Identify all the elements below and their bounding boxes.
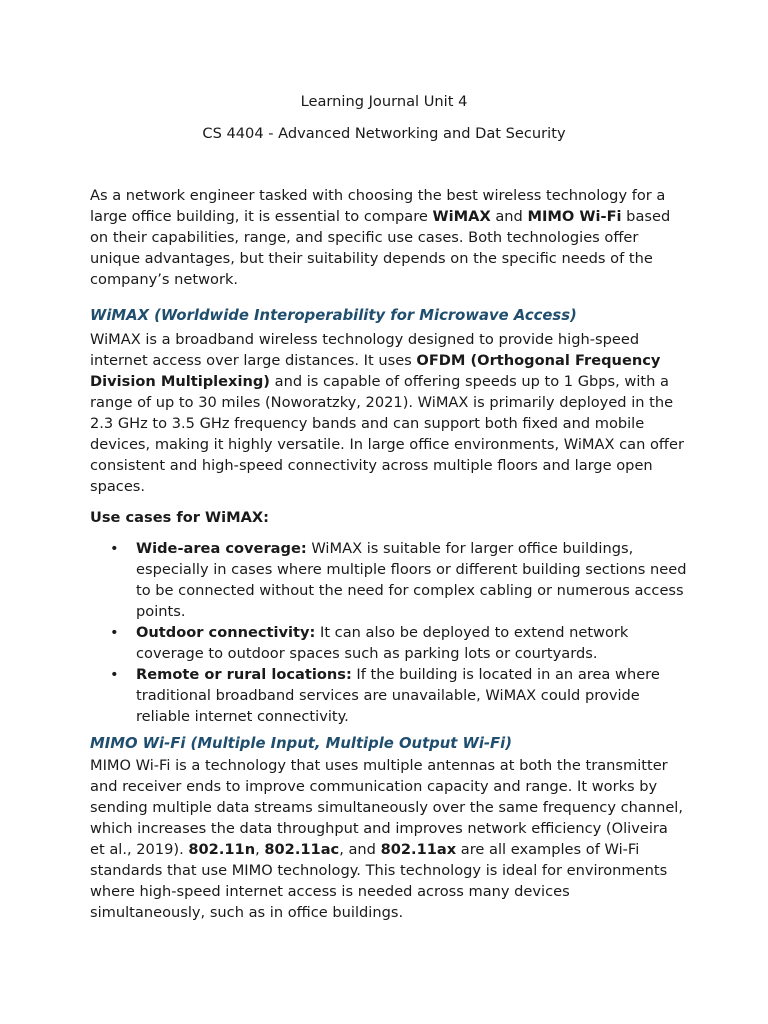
list-item-text: WiMAX is suitable for larger office buildings, especially in cases where multiple floors or different building sections need to be connected without the need for complex cabling or numerous access points. (136, 540, 687, 620)
wimax-text-2: and is capable of offering speeds up to 1 Gbps, with a range of up to 30 miles (Noworatzky, 2021). WiMAX is primarily deployed in the 2.3 GHz to 3.5 GHz frequency bands and can support both fixed and mobile devices, making it highly versatile. In large office environments, WiMAX can offer consistent and high-speed connectivity across multiple floors and large open spaces. (90, 373, 684, 495)
list-item-text: If the building is located in an area where traditional broadband services are unavailable, WiMAX could provide reliable internet connectivity. (136, 666, 660, 725)
wimax-text-1: WiMAX is a broadband wireless technology designed to provide high-speed internet access over large distances. It uses (90, 331, 640, 369)
document-subtitle: CS 4404 - Advanced Networking and Dat Security (202, 125, 566, 142)
mimo-bold-80211n: 802.11n (188, 841, 256, 858)
use-cases-list (90, 538, 690, 727)
list-item-text: It can also be deployed to extend network coverage to outdoor spaces such as parking lots or courtyards. (136, 624, 629, 662)
mimo-bold-80211ac: 802.11ac (264, 841, 340, 858)
bullet-icon: • (110, 540, 119, 557)
intro-text-1: As a network engineer tasked with choosing the best wireless technology for a large office building, it is essential to compare (90, 187, 666, 225)
list-item-label: Remote or rural locations: (136, 666, 352, 683)
wimax-bold-ofdm: OFDM (Orthogonal Frequency Division Multiplexing) (90, 352, 661, 390)
list-item (90, 664, 690, 727)
intro-bold-mimo: MIMO Wi-Fi (527, 208, 622, 225)
document-title: Learning Journal Unit 4 (300, 93, 468, 110)
bullet-icon: • (110, 624, 119, 641)
mimo-heading: MIMO Wi-Fi (Multiple Input, Multiple Output Wi-Fi) (90, 735, 512, 752)
bullet-icon: • (110, 666, 119, 683)
wimax-paragraph (90, 329, 685, 497)
list-item-label: Wide-area coverage: (136, 540, 307, 557)
mimo-text-4: are all examples of Wi-Fi standards that use MIMO technology. This technology is ideal for environments where high-speed internet access is needed across many devices simultaneously, such as in office buildings. (90, 841, 668, 921)
mimo-bold-80211ax: 802.11ax (380, 841, 457, 858)
list-item (90, 538, 690, 622)
list-item (90, 622, 690, 664)
intro-paragraph (90, 185, 685, 290)
use-cases-title: Use cases for WiMAX: (90, 509, 270, 526)
intro-text-3: based on their capabilities, range, and specific use cases. Both technologies offer unique advantages, but their suitability depends on the specific needs of the company’s network. (90, 208, 671, 288)
list-item-label: Outdoor connectivity: (136, 624, 316, 641)
mimo-paragraph (90, 755, 685, 923)
intro-bold-wimax: WiMAX (432, 208, 491, 225)
mimo-text-3: , and (339, 841, 381, 858)
mimo-text-2: , (255, 841, 265, 858)
mimo-text-1: MIMO Wi-Fi is a technology that uses multiple antennas at both the transmitter and receiver ends to improve communication capacity and range. It works by sending multiple data streams simultaneously over the same frequency channel, which increases the data throughput and improves network efficiency (Oliveira et al., 2019). (90, 757, 683, 858)
intro-text-2: and (490, 208, 528, 225)
wimax-heading: WiMAX (Worldwide Interoperability for Microwave Access) (90, 307, 577, 324)
